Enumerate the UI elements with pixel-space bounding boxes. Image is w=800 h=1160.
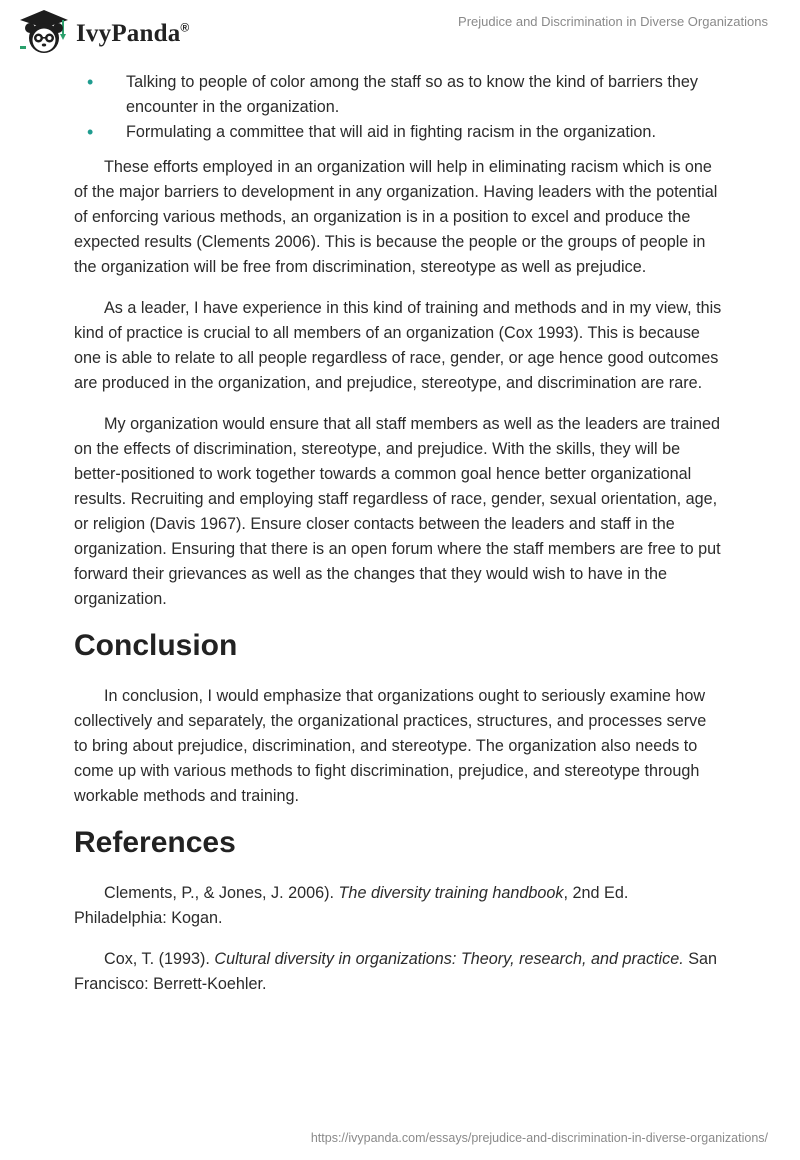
body-paragraph: As a leader, I have experience in this kind of training and methods and in my view, this kind of practice is crucial to all members of an organization (Cox 1993). This is because one is able to relate to all people regardless of race, gender, or age hence good outcomes are produced in the organization, and prejudice, stereotype, and discrimination are rare. <box>74 299 722 392</box>
document-title: Prejudice and Discrimination in Diverse Organizations <box>458 14 768 29</box>
brand-logo[interactable] <box>16 8 189 56</box>
body-paragraph: These efforts employed in an organization will help in eliminating racism which is one of the major barriers to development in any organization. Having leaders with the potential of enforcing various methods, an organization is in a position to excel and produce the expected results (Clements 2006). This is because the people or the groups of people in the organization will be free from discrimination, stereotype as well as prejudice. <box>74 158 718 276</box>
panda-graduation-logo-icon <box>16 8 72 56</box>
conclusion-paragraph: In conclusion, I would emphasize that organizations ought to seriously examine how collectively and separately, the organizational practices, structures, and processes serve to bring about prejudice, discrimination, and stereotype. The organization also needs to come up with various methods to fight discrimination, prejudice, and stereotype through workable methods and training. <box>74 687 707 805</box>
page-header <box>0 0 800 62</box>
reference-entry: Cox, T. (1993). Cultural diversity in organizations: Theory, research, and practice. San Francisco: Berrett-Koehler. <box>74 950 718 993</box>
list-item-text: Formulating a committee that will aid in fighting racism in the organization. <box>126 123 656 141</box>
reference-entry: Clements, P., & Jones, J. 2006). The diversity training handbook, 2nd Ed. Philadelphia: Kogan. <box>74 884 629 927</box>
body-paragraph: My organization would ensure that all staff members as well as the leaders are trained on the effects of discrimination, stereotype, and prejudice. With the skills, they will be better-positioned to work together towards a common goal hence better organizational results. Recruiting and employing staff regardless of race, gender, sexual orientation, age, or religion (Davis 1967). Ensure closer contacts between the leaders and staff in the organization. Ensuring that there is an open forum where the staff members are free to put forward their grievances as well as the changes that they would wish to have in the organization. <box>74 415 721 608</box>
references-heading: References <box>74 826 236 859</box>
list-item <box>74 70 724 120</box>
bullet-list <box>74 70 724 145</box>
list-item-text: Talking to people of color among the staff so as to know the kind of barriers they encounter in the organization. <box>126 73 698 116</box>
bullet-icon: • <box>87 122 94 142</box>
bullet-icon: • <box>87 72 94 92</box>
list-item <box>74 120 724 145</box>
source-url[interactable]: https://ivypanda.com/essays/prejudice-and-discrimination-in-diverse-organizations/ <box>310 1131 768 1145</box>
conclusion-heading: Conclusion <box>74 629 238 662</box>
brand-name: IvyPanda® <box>76 20 190 47</box>
essay-content <box>74 70 724 1013</box>
